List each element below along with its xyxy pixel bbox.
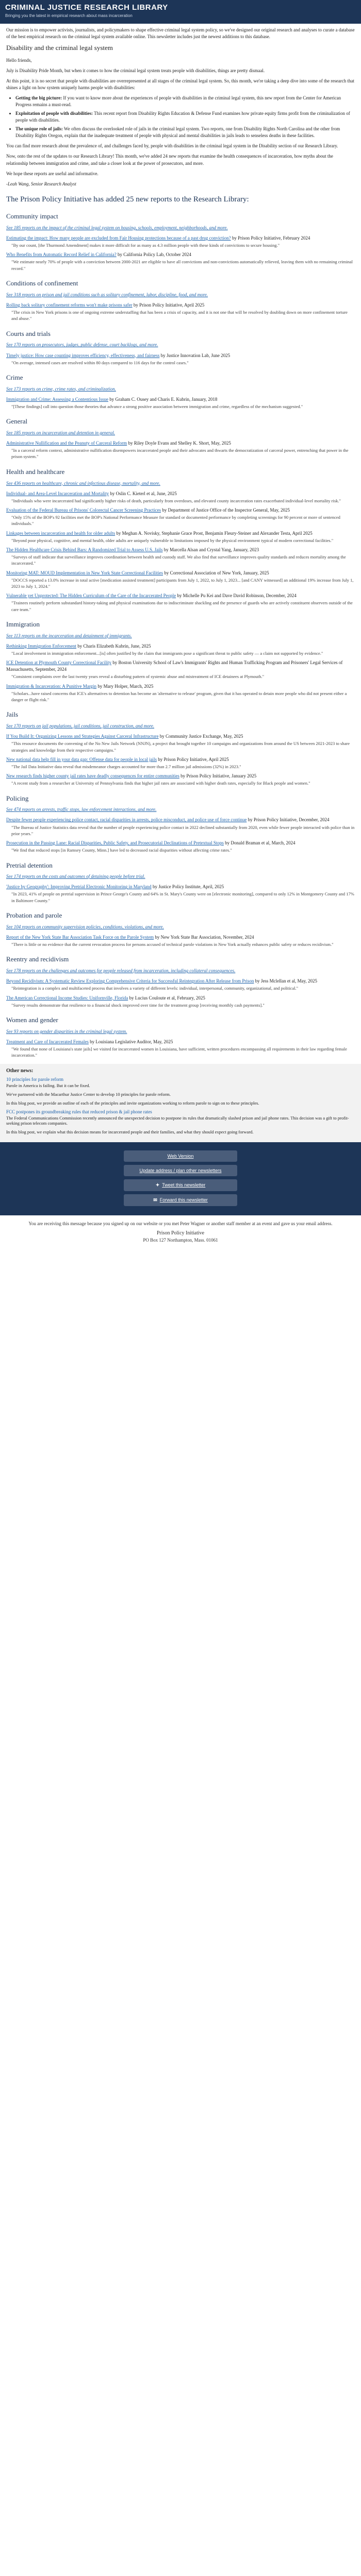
letter-bullets: [6, 95, 355, 139]
report-title-link[interactable]: Vulnerable yet Unprotected: The Hidden Curriculum of the Care of the Incarcerated People: [6, 593, 176, 599]
report-entry: [6, 352, 355, 366]
other-news-heading: Other news:: [6, 1067, 34, 1074]
bullet-text: This recent report from Disability Rights Education & Defense Fund examines how private equity firms profit from the criminalization of people with disabilities.: [15, 111, 350, 123]
report-section: [6, 417, 355, 460]
report-entry: [6, 490, 355, 504]
report-quote: "Individuals who were incarcerated had significantly higher risks of death, particularly from overdoses, and elevated county incarceration rates exacerbated individual-level mortality risk.": [11, 498, 341, 503]
report-section: [6, 212, 355, 272]
report-quote: "The crisis in New York prisons is one of ongoing extreme understaffing that has been a crisis of capacity, and it is not one that will be resolved by doubling down on more confinement torture and abuse.": [11, 310, 348, 321]
report-title-link[interactable]: Report of the New York State Bar Association Task Force on the Parole System: [6, 934, 154, 940]
report-byline: by Boston University School of Law's Immigrants' Rights and Human Trafficking Program and Prisoners' Legal Services of Massachusetts, September, 2024: [6, 660, 343, 672]
report-section: [6, 620, 355, 703]
report-entry: [6, 817, 355, 837]
footer-address: PO Box 127 Northampton, Mass. 01061: [143, 1238, 218, 1243]
report-byline: by Correctional Association of New York, January, 2025: [164, 570, 269, 575]
letter-bullet: [15, 95, 355, 108]
report-entry: [6, 995, 355, 1008]
report-byline: by Prison Policy Initiative, April 2025: [158, 756, 229, 762]
report-entry: [6, 756, 355, 770]
report-entry: [6, 884, 355, 904]
report-title-link[interactable]: New research finds higher county jail rates have deadly consequences for entire communities: [6, 773, 179, 779]
report-title-link[interactable]: Who Benefits from Automatic Record Relief in California?: [6, 252, 117, 258]
report-title-link[interactable]: Evaluation of the Federal Bureau of Prisons' Colorectal Cancer Screening Practices: [6, 507, 161, 513]
report-byline: by Louisiana Legislative Auditor, May, 2025: [90, 1039, 173, 1044]
other-news-item: [6, 1109, 355, 1134]
report-quote: "The Bureau of Justice Statistics data reveal that the number of people experiencing police contact in 2022 declined substantially from 2020, even while fewer people interacted with police than in prior years.": [11, 824, 355, 836]
report-byline: by Justice Innovation Lab, June 2025: [160, 352, 231, 358]
other-news-items: [6, 1077, 355, 1134]
section-title: Pretrial detention: [6, 861, 53, 869]
report-section: [6, 373, 355, 410]
other-news-title-link[interactable]: 10 principles for parole reform: [6, 1076, 63, 1082]
report-title-link[interactable]: Rethinking Immigration Enforcement: [6, 643, 76, 649]
report-quote: "Surveys of staff indicate that surveillance improves coordination between health and custody staff. We also find that surveillance improves quality standards and reduces mortality among the incarcerated.": [11, 554, 346, 566]
report-title-link[interactable]: Immigration and Crime: Assessing a Contentious Issue: [6, 396, 108, 402]
other-news-paragraph: Parole in America is failing. But it can be fixed.: [6, 1082, 90, 1088]
report-byline: by Marcella Alsan and Crystal Yang, January, 2023: [163, 547, 259, 552]
report-entry: [6, 978, 355, 991]
newsletter-page: [0, 0, 361, 1244]
report-quote: "Survey results demonstrate that resilience to a financial shock improved over time for the treatment group [receiving monthly cash payments].": [11, 1002, 265, 1008]
section-intro-link[interactable]: See 104 reports on community supervision policies, conditions, violations, and more.: [6, 924, 164, 929]
report-quote: "Beyond poor physical, cognitive, and mental health, older adults are uniquely vulnerable to limitations imposed by the physical environment typical of modern correctional facilities.": [11, 537, 334, 543]
report-title-link[interactable]: Immigration & Incarceration: A Punitive Margin: [6, 683, 97, 689]
report-entry: [6, 235, 355, 248]
section-title: Health and healthcare: [6, 467, 65, 476]
report-entry: [6, 840, 355, 853]
section-intro-link[interactable]: See 113 reports on the incarceration and detainment of immigrants.: [6, 633, 132, 638]
report-title-link[interactable]: Administrative Nullification and the Peanuty of Carceral Reform: [6, 440, 127, 446]
section-intro-link[interactable]: See 170 reports on prosecutors, judges, public defense, court backlogs, and more.: [6, 342, 158, 348]
section-title: Crime: [6, 373, 23, 381]
report-byline: by Riley Doyle Evans and Shelley K. Short, May, 2025: [128, 440, 231, 446]
letter-paragraph-2: At this point, it is no secret that people with disabilities are overrepresented at all stages of the criminal legal system. So, this month, we're taking a deep dive into some of the research that shines a light on how system uniquely harms people with disabilities:: [6, 78, 354, 91]
report-quote: "In a carceral reform context, administrative nullification disempowers incarcerated people and their advocates and thwarts the democratization of carceral power, entrenching that power in the prison system.": [11, 448, 349, 460]
footer: [0, 1215, 361, 1244]
bullet-label: The unique role of jails:: [15, 126, 63, 132]
forward-button[interactable]: ✉ Forward this newsletter: [124, 1194, 237, 1206]
letter-paragraph-4: Now, onto the rest of the updates to our Research Library! This month, we've added 24 new reports that examine the health consequences of incarceration, how myths about the relationship between immigration and crime, and take a closer look at the power of prosecutors, and more.: [6, 154, 333, 166]
section-title: Probation and parole: [6, 911, 62, 920]
report-section: [6, 329, 355, 366]
report-quote: "DOCCS reported a 13.0% increase in total active [medication assisted treatment] participants from July 1, 2022, to July 1, 2023... [and CANY witnessed] an additional 19% increase from July 1, 2023 to July 1, 2024.": [11, 577, 354, 589]
report-title-link[interactable]: Beyond Recidivism: A Systematic Review Exploring Comprehensive Criteria for Successful Reintegration After Release from Prison: [6, 978, 254, 984]
report-title-link[interactable]: Linkages between incarceration and health for older adults: [6, 530, 116, 536]
report-title-link[interactable]: New national data help fill in your data gap: Offense data for people in local jails: [6, 756, 157, 762]
section-intro-link[interactable]: See 170 reports on jail populations, jail conditions, jail construction, and more.: [6, 723, 155, 729]
added-reports-title: The Prison Policy Initiative has added 25 new reports to the Research Library:: [6, 195, 249, 204]
report-entry: [6, 934, 355, 947]
report-byline: by Mary Holper, March, 2025: [97, 683, 154, 689]
report-entry: [6, 251, 355, 272]
other-news-paragraph: We've partnered with the Macarthur Justice Center to develop 10 principles for parole reform.: [6, 1091, 171, 1097]
report-section: [6, 955, 355, 1008]
other-news-item: [6, 1077, 355, 1106]
newsletter-content: [0, 24, 361, 1059]
report-byline: by Department of Justice Office of the Inspector General, May, 2025: [162, 507, 290, 513]
letter-title: Disability and the criminal legal system: [6, 44, 113, 52]
report-entry: [6, 1039, 355, 1059]
section-intro-link[interactable]: See 178 reports on the challenges and outcomes for people released from incarceration, including collateral consequences.: [6, 968, 236, 974]
report-quote: "[These findings] call into question those theories that advance a strong positive association between immigration and crime, regardless of the mechanism suggested.": [11, 403, 303, 409]
report-entry: [6, 733, 355, 753]
report-byline: by Donald Braman et al, March, 2024: [225, 840, 296, 846]
letter-bullet: [15, 126, 355, 139]
section-title: Women and gender: [6, 1015, 58, 1024]
report-quote: "We estimate nearly 70% of people with a conviction between 2000-2021 are eligible to have all convictions and non-convictions automatically relieved, leaving them with no remaining criminal record.": [11, 259, 353, 271]
section-title: Jails: [6, 710, 19, 719]
newsletter-header: [0, 0, 361, 24]
section-title: Reentry and recidivism: [6, 955, 69, 963]
section-intro-link[interactable]: See 436 reports on healthcare, chronic and infectious disease, mortality, and more.: [6, 480, 160, 486]
report-quote: "In 2023, 41% of people on pretrial supervision in Prince George's County and 64% in St. Mary's County were on [electronic monitoring], compared to only 12% in Montgomery County and 17% in Baltimore County.": [11, 891, 354, 903]
report-quote: "Trainees routinely perform substandard history-taking and physical examinations due to indiscriminate shackling and the presence of guards who are actively constituent observers outside of the care team.": [11, 600, 353, 612]
report-title-link[interactable]: Monitoring MAT: MOUD Implementation in New York State Correctional Facilities: [6, 570, 163, 575]
report-byline: by Jess Mclellan et al, May, 2025: [255, 978, 318, 984]
section-title: General: [6, 417, 28, 426]
footer-notice: You are receiving this message because you signed up on our website or you met Peter Wagner or another staff member at an event and gave us your email address.: [28, 1221, 333, 1226]
report-byline: by New York State Bar Association, November, 2024: [155, 934, 254, 940]
report-quote: "Only 15% of the BOP's 92 facilities met the BOP's National Performance Measure for standard or documented performance by completing screenings for 90 percent or more of sentenced individuals.": [11, 514, 340, 527]
report-byline: by Charis Elizabeth Kubrin, June, 2025: [77, 643, 151, 649]
section-intro-link[interactable]: See 185 reports on incarceration and detention in general.: [6, 430, 116, 435]
report-section: [6, 279, 355, 322]
report-byline: by Prison Policy Initiative, February 2024: [232, 235, 310, 241]
report-title-link[interactable]: If You Build It: Organizing Lessons and Strategies Against Carceral Infrastructure: [6, 734, 159, 739]
report-quote: "Reintegration is a complex and multifaceted process that involves a variety of different levels: individual, interpersonal, community, organizational, and political.": [11, 986, 299, 991]
report-entry: [6, 683, 355, 703]
report-byline: by Lucius Couloute et al, February, 2025: [129, 995, 205, 1001]
report-section: [6, 861, 355, 904]
report-title-link[interactable]: 'Justice by Geography': Improving Pretrial Electronic Monitoring in Maryland: [6, 884, 152, 890]
update-address-button[interactable]: Update address / plan other newsletters: [124, 1165, 237, 1176]
report-byline: by Oslin C. Kieterl et al, June, 2025: [110, 490, 177, 496]
report-entry: [6, 507, 355, 527]
section-title: Immigration: [6, 620, 40, 628]
report-byline: by Graham C. Ousey and Charis E. Kubrin, January, 2018: [109, 396, 218, 402]
report-quote: "We found that none of Louisiana's state jails] we visited for incarcerated women in Louisiana, have sufficient, written procedures encompassing all requirements in their law regarding female incarceration.": [11, 1046, 347, 1058]
report-quote: "Local involvement in immigration enforcement...[is] often justified by the claim that immigrants pose a significant threat to public safety — a claim not supported by evidence.": [11, 650, 323, 656]
report-byline: by California Policy Lab, October 2024: [117, 252, 191, 258]
envelope-icon: ✉: [153, 1197, 157, 1202]
report-sections: [6, 212, 355, 1058]
report-byline: by Meghan A. Novisky, Stephanie Grace Prost, Benjamin Fleury-Steiner and Alexander Testa, April 2025: [116, 530, 313, 536]
report-byline: by Community Justice Exchange, May, 2025: [159, 734, 243, 739]
report-title-link[interactable]: Estimating the impact: How many people are excluded from Fair Housing protections because of a past drug conviction?: [6, 235, 231, 241]
letter-greeting: Hello friends,: [6, 57, 32, 63]
section-title: Conditions of confinement: [6, 279, 78, 287]
report-entry: [6, 773, 355, 786]
report-byline: by Justice Policy Institute, April, 2025: [152, 884, 224, 890]
report-entry: [6, 547, 355, 567]
report-entry: [6, 592, 355, 613]
report-byline: by Prison Policy Initiative, April 2025: [133, 302, 205, 308]
report-section: [6, 911, 355, 947]
report-entry: [6, 659, 355, 680]
section-intro-link[interactable]: See 174 reports on the costs and outcomes of detaining people before trial.: [6, 874, 145, 879]
report-title-link[interactable]: ICE Detention at Plymouth County Correctional Facility: [6, 660, 111, 666]
letter-bullet: [15, 110, 355, 124]
letter-paragraph-1: July is Disability Pride Month, but when it comes to how the criminal legal system treats people with disabilities, things are pretty dismaal.: [6, 67, 265, 73]
report-entry: [6, 302, 355, 322]
report-quote: "On average, intensed cases are resolved within 80 days compared to 116 days for the control cases.": [11, 360, 189, 365]
section-intro-link[interactable]: See 185 reports on the impact of the criminal legal system on housing, schools, employment, neighborhoods, and more.: [6, 225, 228, 230]
report-section: [6, 1015, 355, 1059]
report-title-link[interactable]: Treatment and Care of Incarcerated Females: [6, 1039, 89, 1044]
report-byline: by Prison Policy Initiative, December, 2024: [248, 817, 330, 823]
report-entry: [6, 440, 355, 460]
report-title-link[interactable]: Timely justice: How case counting improves efficiency, effectiveness, and fairness: [6, 352, 160, 358]
report-entry: [6, 396, 355, 410]
bullet-text: If you want to know more about the experiences of people with disabilities in the criminal legal system, this new report from the Center for American Progress remains a must-read.: [15, 95, 341, 108]
report-byline: by Prison Policy Initiative, January 2025: [180, 773, 257, 779]
other-news-paragraph: The Federal Communications Commission recently announced the unexpected decision to postpone its rules that dramatically slashed prison and jail phone rates. This decision was a gift to profit-seeking prison telecom companies.: [6, 1115, 349, 1126]
report-quote: "Scholars...have raised concerns that ICE's alternatives to detention has become an 'alternative to release' program, given that it has operated to detain more people who did not present either a danger or flight risk.": [11, 690, 347, 702]
section-title: Policing: [6, 794, 29, 802]
footer-org: Prison Policy Initiative: [156, 1230, 205, 1236]
web-version-button[interactable]: Web Version: [124, 1150, 237, 1162]
report-quote: "The Jail Data Initiative data reveal that misdemeanor charges accounted for more than 2.7 million jail admissions (32%) in 2023.": [11, 764, 241, 769]
report-entry: [6, 570, 355, 590]
bullet-label: Getting the big picture:: [15, 95, 62, 101]
section-title: Courts and trials: [6, 329, 51, 337]
cta-area: [0, 1142, 361, 1215]
section-intro-link[interactable]: See 173 reports on crime, crime rates, and criminalization.: [6, 386, 116, 392]
report-section: [6, 794, 355, 854]
report-title-link[interactable]: The American Correctional Income Studies: Unifornville, Florida: [6, 995, 128, 1001]
letter-paragraph-3: You can find more research about the prevalence of, and challenges faced by, people with disabilities in the criminal legal system in the Disability section of our Research Library.: [6, 143, 338, 149]
section-intro-link[interactable]: See 93 reports on gender disparities in the criminal legal system.: [6, 1028, 127, 1034]
report-quote: "There is little or no evidence that the current revocation process for persons accused of technical parole violations in New York actually enhances public safety or reduces recidivism.": [11, 942, 334, 947]
report-entry: [6, 643, 355, 656]
report-section: [6, 710, 355, 786]
report-quote: "Consistent complaints over the last twenty years reveal a disturbing pattern of systemic abuse and mistreatment of ICE detainees at Plymouth.": [11, 674, 265, 680]
report-quote: "A recent study from a researcher at University of Pennsylvania finds that higher jail rates are associated with higher death rates, especially for Black people and women.": [11, 781, 310, 786]
other-news-paragraph: In this blog post, we provide an outline of each of the principles and invite organizations working to reform parole to sign on to these principles.: [6, 1100, 259, 1106]
letter-signoff: -Leah Wang, Senior Research Analyst: [6, 181, 76, 187]
report-title-link[interactable]: Prosecution in the Passing Lane: Racial Disparities, Public Safety, and Prosecutorial Declinations of Pretextual Stops: [6, 840, 224, 846]
other-news-paragraph: In this blog post, we explain what this decision means for incarcerated people and their families, and what they should expect going forward.: [6, 1129, 254, 1134]
report-quote: "By our count, [the Thurmond Amendment] makes it more difficult for as many as 4.3 million people with these kinds of convictions to secure housing.": [11, 243, 280, 248]
bullet-label: Exploitation of people with disabilities:: [15, 111, 93, 116]
bird-icon: ✦: [155, 1182, 160, 1188]
report-title-link[interactable]: Individual- and Area-Level Incarceration and Mortality: [6, 490, 109, 496]
section-intro-link[interactable]: See 318 reports on prison and jail conditions such as solitary confinement, labor, discipline, food, and more.: [6, 292, 208, 297]
report-title-link[interactable]: Despite fewer people experiencing police contact, racial disparities in arrests, police misconduct, and police use of force continue: [6, 817, 247, 823]
report-title-link[interactable]: The Hidden Healthcare Crisis Behind Bars: A Randomized Trial to Assess U.S. Jails: [6, 547, 163, 552]
report-byline: by Michelle Pu Kei and Dave David Robinson, December, 2024: [177, 593, 297, 599]
report-quote: "This resource documents the convening of the No New Jails Network (NNJN), a project that brought together 10 campaigns and organizations from around the US between 2021-2023 to share strategies and knowledge from their respective campaigns.": [11, 741, 350, 753]
letter-paragraph-5: We hope these reports are useful and informative.: [6, 171, 99, 176]
report-quote: "We find that reduced stops [in Ramsey County, Minn.] have led to decreased racial disparities without affecting crime rates.": [11, 848, 232, 853]
other-news: [0, 1064, 361, 1142]
bullet-text: We often discuss the overlooked role of jails in the criminal legal system. Two reports, one from Disability Rights North Carolina and the other from Disability Rights Oregon, explain that the inadequate treatment of people with physical and mental disabilities in jails leads to senseless deaths in these facilities.: [15, 126, 340, 139]
other-news-title-link[interactable]: FCC postpones its groundbreaking rules that reduced prison & jail phone rates: [6, 1109, 152, 1114]
report-entry: [6, 530, 355, 544]
section-intro-link[interactable]: See 474 reports on arrests, traffic stops, law enforcement interactions, and more.: [6, 807, 157, 812]
report-title-link[interactable]: Rolling back solitary confinement reforms won't make prisons safer: [6, 302, 133, 308]
tweet-button[interactable]: ✦ Tweet this newsletter: [124, 1179, 237, 1191]
newsletter-subtitle: Bringing you the latest in empirical research about mass incarceration: [5, 13, 133, 18]
newsletter-title: CRIMINAL JUSTICE RESEARCH LIBRARY: [5, 3, 168, 12]
section-title: Community impact: [6, 212, 58, 221]
report-section: [6, 467, 355, 613]
intro-text: Our mission is to empower activists, journalists, and policymakers to shape effective criminal legal system policy, so we've designed our original research and analyses to curate a database of the best empirical research on the criminal legal system available online. This newsletter includes just the newest additions to this database.: [6, 27, 355, 40]
